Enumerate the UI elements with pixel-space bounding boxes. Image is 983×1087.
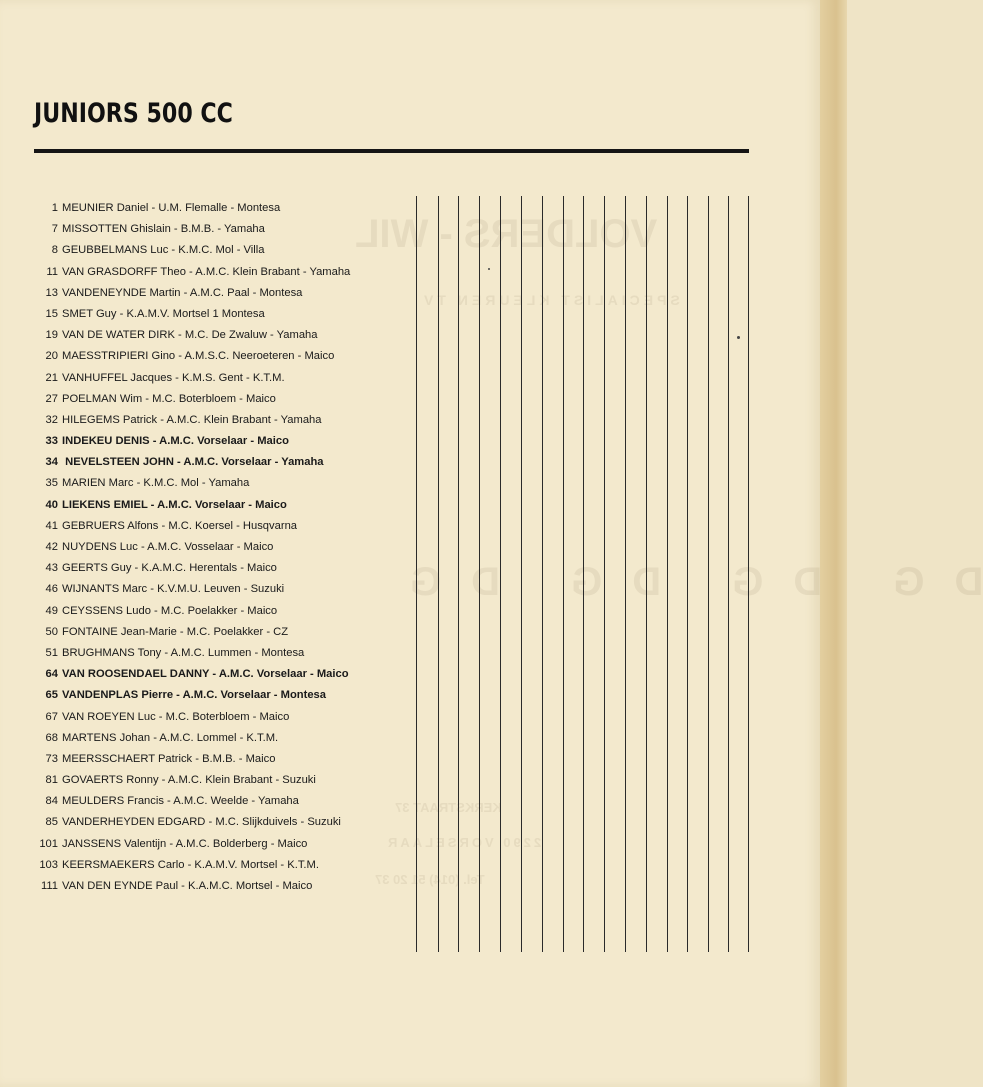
entry-text: GEERTS Guy - K.A.M.C. Herentals - Maico (62, 562, 277, 575)
entry-row (30, 516, 410, 537)
entry-number: 11 (46, 265, 58, 278)
entry-number: 32 (45, 413, 58, 426)
paper-speck (737, 336, 740, 339)
score-column-line (500, 196, 501, 952)
entry-number: 34 (45, 456, 58, 469)
entry-text: HILEGEMS Patrick - A.M.C. Klein Brabant - Yamaha (62, 413, 322, 426)
entry-row (30, 579, 410, 600)
show-through-text-6: Tel. (014) 51 20 37 (375, 872, 485, 887)
entry-number: 67 (45, 710, 58, 723)
entry-row (30, 219, 410, 240)
show-through-text-1: VOLDERS - WIL (355, 212, 658, 256)
entry-text: WIJNANTS Marc - K.V.M.U. Leuven - Suzuki (62, 583, 285, 596)
entry-row (30, 728, 410, 749)
entry-number: 73 (45, 752, 58, 765)
entry-row (30, 537, 410, 558)
entry-text: INDEKEU DENIS - A.M.C. Vorselaar - Maico (62, 435, 289, 448)
entry-row (30, 812, 410, 833)
entry-text: NUYDENS Luc - A.M.C. Vosselaar - Maico (62, 541, 274, 553)
entry-text: VAN DEN EYNDE Paul - K.A.M.C. Mortsel - Maico (62, 880, 313, 892)
score-column-line (438, 196, 439, 952)
entry-text: GEUBBELMANS Luc - K.M.C. Mol - Villa (62, 244, 265, 257)
entry-row (30, 622, 410, 643)
entry-number: 46 (45, 583, 58, 596)
entry-row (30, 876, 410, 897)
entry-text: VANDENEYNDE Martin - A.M.C. Paal - Montesa (62, 286, 303, 299)
entry-row (30, 664, 410, 685)
entry-text: MARIEN Marc - K.M.C. Mol - Yamaha (62, 477, 250, 490)
entry-row (30, 452, 410, 473)
entry-text: MARTENS Johan - A.M.C. Lommel - K.T.M. (62, 731, 279, 744)
entry-list (30, 198, 410, 897)
entry-row (30, 770, 410, 791)
entry-text: VAN DE WATER DIRK - M.C. De Zwaluw - Yamaha (62, 329, 318, 342)
entry-number: 84 (45, 795, 58, 808)
score-column-line (625, 196, 626, 952)
entry-text: BRUGHMANS Tony - A.M.C. Lummen - Montesa (62, 646, 305, 659)
entry-text: SMET Guy - K.A.M.V. Mortsel 1 Montesa (62, 307, 265, 320)
paper-speck (488, 268, 490, 270)
entry-row (30, 473, 410, 494)
entry-row (30, 707, 410, 728)
entry-number: 111 (40, 880, 58, 892)
entry-row (30, 325, 410, 346)
entry-row (30, 791, 410, 812)
entry-number: 51 (45, 646, 58, 659)
show-through-text-4: KERKSTRAAT 37 (395, 800, 502, 815)
entry-row (30, 389, 410, 410)
entry-text: GOVAERTS Ronny - A.M.C. Klein Brabant - Suzuki (62, 774, 316, 787)
entry-row (30, 304, 410, 325)
score-column-line (479, 196, 480, 952)
entry-row (30, 643, 410, 664)
entry-text: VANHUFFEL Jacques - K.M.S. Gent - K.T.M. (62, 371, 285, 384)
entry-number: 43 (45, 562, 58, 575)
entry-number: 19 (45, 329, 58, 342)
score-column-line (687, 196, 688, 952)
entry-row (30, 198, 410, 219)
page-title: JUNIORS 500 CC (34, 98, 233, 129)
entry-row (30, 283, 410, 304)
entry-number: 101 (39, 837, 58, 850)
score-column-line (583, 196, 584, 952)
entry-text: VAN ROEYEN Luc - M.C. Boterbloem - Maico (62, 710, 290, 723)
entry-text: JANSSENS Valentijn - A.M.C. Bolderberg - Maico (62, 837, 308, 850)
show-through-text-3: DG DG DG DG (380, 560, 983, 604)
score-column-line (416, 196, 417, 952)
score-column-line (521, 196, 522, 952)
score-column-line (728, 196, 729, 952)
entry-number: 50 (45, 625, 58, 638)
entry-text: FONTAINE Jean-Marie - M.C. Poelakker - CZ (62, 625, 289, 638)
entry-row (30, 834, 410, 855)
entry-text: POELMAN Wim - M.C. Boterbloem - Maico (62, 392, 276, 405)
entry-row (30, 410, 410, 431)
entry-row (30, 601, 410, 622)
entry-text: GEBRUERS Alfons - M.C. Koersel - Husqvarna (62, 519, 298, 532)
entry-text: MEUNIER Daniel - U.M. Flemalle - Montesa (62, 202, 281, 214)
entry-row (30, 685, 410, 706)
entry-number: 13 (45, 286, 58, 299)
entry-row (30, 240, 410, 261)
entry-text: VANDENPLAS Pierre - A.M.C. Vorselaar - Montesa (62, 689, 327, 702)
score-column-line (748, 196, 749, 952)
score-column-line (458, 196, 459, 952)
score-column-line (604, 196, 605, 952)
entry-number: 64 (45, 668, 58, 681)
entry-number: 8 (51, 244, 58, 257)
show-through-text-2: SPECIALIST KLEUREN TV (420, 292, 680, 308)
entry-text: MISSOTTEN Ghislain - B.M.B. - Yamaha (62, 223, 265, 236)
next-page-edge (820, 0, 847, 1087)
entry-text: NEVELSTEEN JOHN - A.M.C. Vorselaar - Yamaha (62, 456, 324, 469)
entry-text: MEULDERS Francis - A.M.C. Weelde - Yamaha (62, 795, 299, 808)
entry-row (30, 749, 410, 770)
entry-row (30, 558, 410, 579)
entry-number: 41 (45, 519, 58, 532)
entry-number: 27 (45, 392, 58, 405)
entry-text: MEERSSCHAERT Patrick - B.M.B. - Maico (62, 752, 276, 765)
score-column-line (667, 196, 668, 952)
entry-text: KEERSMAEKERS Carlo - K.A.M.V. Mortsel - K.T.M. (62, 858, 319, 871)
entry-number: 65 (45, 689, 58, 702)
entry-number: 49 (45, 604, 58, 617)
entry-number: 35 (45, 477, 58, 490)
entry-number: 103 (39, 858, 58, 871)
entry-row (30, 855, 410, 876)
entry-row (30, 431, 410, 452)
entry-row (30, 262, 410, 283)
entry-text: CEYSSENS Ludo - M.C. Poelakker - Maico (62, 604, 278, 617)
entry-text: VAN GRASDORFF Theo - A.M.C. Klein Brabant - Yamaha (62, 265, 351, 278)
entry-number: 68 (45, 731, 58, 744)
entry-row (30, 346, 410, 367)
entry-number: 85 (45, 816, 58, 829)
entry-number: 42 (45, 541, 58, 553)
entry-number: 33 (45, 435, 58, 448)
title-rule (34, 149, 749, 153)
entry-text: VAN ROOSENDAEL DANNY - A.M.C. Vorselaar - Maico (62, 668, 349, 681)
show-through-text-5: 2290 VORSELAAR (385, 835, 542, 850)
entry-number: 7 (51, 223, 58, 236)
entry-number: 81 (45, 774, 58, 787)
score-column-line (563, 196, 564, 952)
entry-number: 21 (45, 371, 58, 384)
entry-row (30, 368, 410, 389)
score-column-line (646, 196, 647, 952)
entry-text: VANDERHEYDEN EDGARD - M.C. Slijkduivels - Suzuki (62, 816, 341, 829)
entry-number: 1 (51, 202, 58, 214)
entry-text: LIEKENS EMIEL - A.M.C. Vorselaar - Maico (62, 498, 287, 511)
entry-row (30, 495, 410, 516)
entry-number: 15 (45, 307, 58, 320)
score-column-line (708, 196, 709, 952)
score-column-line (542, 196, 543, 952)
entry-text: MAESSTRIPIERI Gino - A.M.S.C. Neeroeteren - Maico (62, 350, 335, 363)
entry-number: 20 (45, 350, 58, 363)
entry-number: 40 (45, 498, 58, 511)
